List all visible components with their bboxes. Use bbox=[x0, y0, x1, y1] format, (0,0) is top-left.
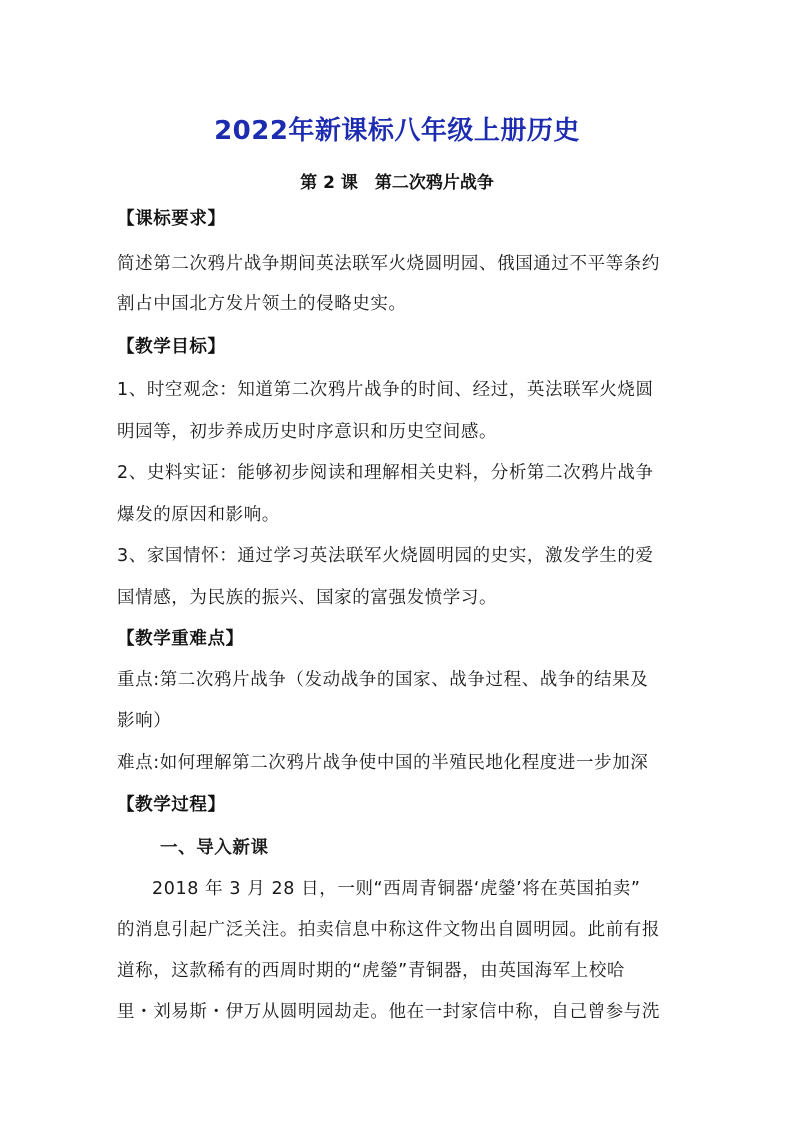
paragraph-line: 难点:如何理解第二次鸦片战争使中国的半殖民地化程度进一步加深 bbox=[117, 753, 649, 773]
paragraph-line: 重点:第二次鸦片战争（发动战争的国家、战争过程、战争的结果及 bbox=[117, 670, 649, 690]
paragraph-line: 爆发的原因和影响。 bbox=[117, 505, 280, 525]
section-heading-standards: 【课标要求】 bbox=[117, 209, 226, 229]
paragraph-line: 2018 年 3 月 28 日，一则“西周青铜器‘虎鎣’将在英国拍卖” bbox=[152, 879, 641, 899]
lesson-title: 第 2 课 第二次鸦片战争 bbox=[300, 173, 494, 193]
document-title: 2022年新课标八年级上册历史 bbox=[214, 116, 580, 146]
paragraph-line: 道称，这款稀有的西周时期的“虎鎣”青铜器，由英国海军上校哈 bbox=[117, 961, 626, 981]
paragraph-line: 简述第二次鸦片战争期间英法联军火烧圆明园、俄国通过不平等条约 bbox=[117, 254, 660, 274]
paragraph-line: 2、史料实证：能够初步阅读和理解相关史料，分析第二次鸦片战争 bbox=[117, 463, 654, 483]
paragraph-line: 明园等，初步养成历史时序意识和历史空间感。 bbox=[117, 422, 498, 442]
paragraph-line: 影响） bbox=[117, 711, 172, 731]
section-heading-objectives: 【教学目标】 bbox=[117, 337, 226, 357]
paragraph-line: 国情感，为民族的振兴、国家的富强发愤学习。 bbox=[117, 588, 498, 608]
paragraph-line: 里・刘易斯・伊万从圆明园劫走。他在一封家信中称，自己曾参与洗 bbox=[117, 1002, 660, 1022]
section-heading-key-points: 【教学重难点】 bbox=[117, 629, 244, 649]
paragraph-line: 1、时空观念：知道第二次鸦片战争的时间、经过，英法联军火烧圆 bbox=[117, 380, 654, 400]
paragraph-line: 的消息引起广泛关注。拍卖信息中称这件文物出自圆明园。此前有报 bbox=[117, 920, 660, 940]
paragraph-line: 割占中国北方发片领土的侵略史实。 bbox=[117, 294, 407, 314]
section-heading-process: 【教学过程】 bbox=[117, 795, 226, 815]
sub-heading-intro: 一、导入新课 bbox=[160, 838, 269, 858]
paragraph-line: 3、家国情怀：通过学习英法联军火烧圆明园的史实，激发学生的爱 bbox=[117, 546, 654, 566]
